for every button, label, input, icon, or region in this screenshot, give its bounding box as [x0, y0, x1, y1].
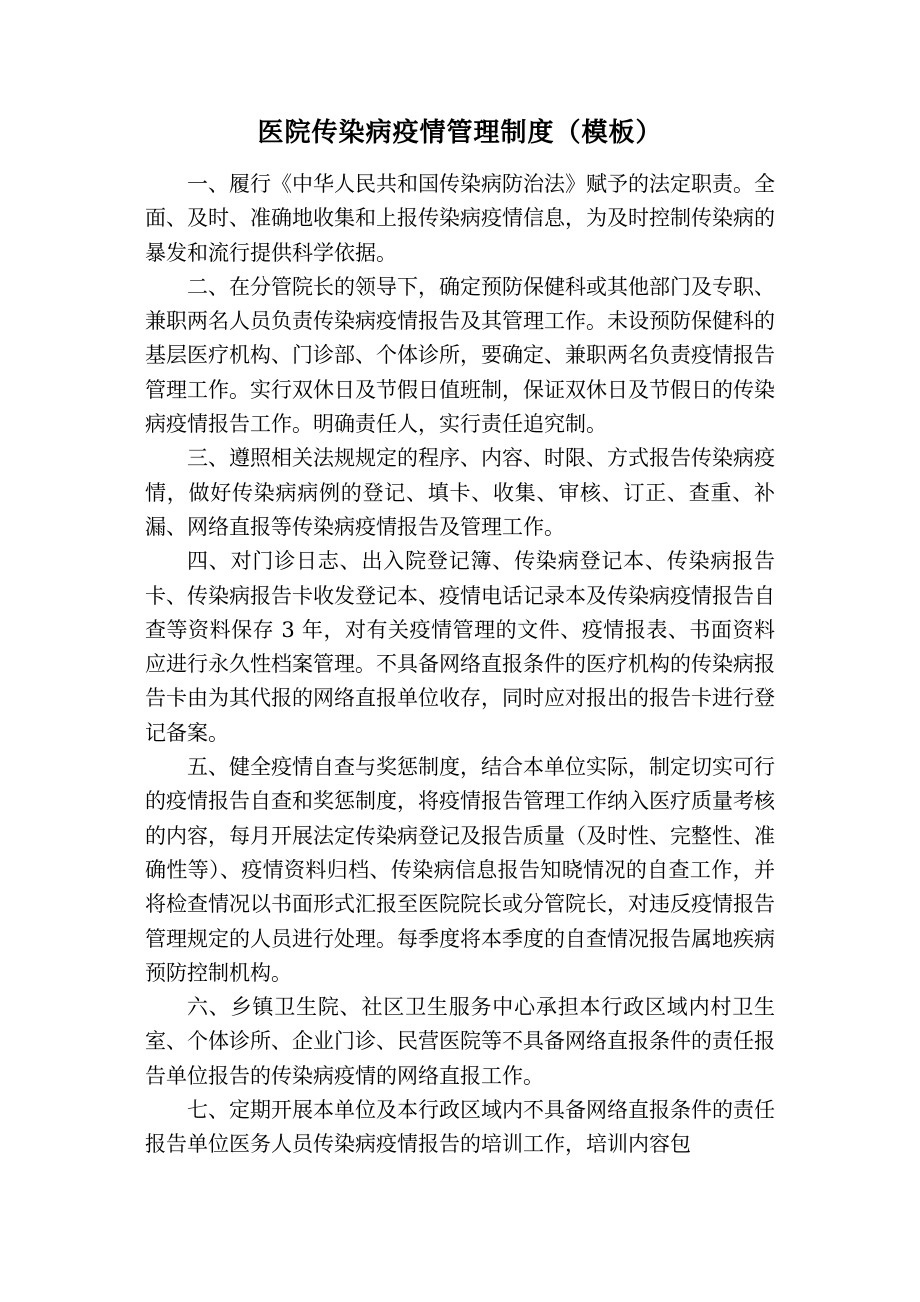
document-title: 医院传染病疫情管理制度（模板）: [257, 118, 663, 149]
document-body: [145, 167, 775, 1162]
paragraph-6: 六、乡镇卫生院、社区卫生服务中心承担本行政区域内村卫生室、个体诊所、企业门诊、民营医院等不具备网络直报条件的责任报告单位报告的传染病疫情的网络直报工作。: [145, 995, 775, 1088]
paragraph-1: 一、履行《中华人民共和国传染病防治法》赋予的法定职责。全面、及时、准确地收集和上报传染病疫情信息，为及时控制传染病的暴发和流行提供科学依据。: [145, 172, 775, 265]
paragraph-7: 七、定期开展本单位及本行政区域内不具备网络直报条件的责任报告单位医务人员传染病疫情报告的培训工作，培训内容包: [145, 1098, 775, 1157]
paragraph-4: 四、对门诊日志、出入院登记簿、传染病登记本、传染病报告卡、传染病报告卡收发登记本、疫情电话记录本及传染病疫情报告自查等资料保存 3 年，对有关疫情管理的文件、疫情报表、书面资料应进行永久性档案管理。不具备网络直报条件的医疗机构的传染病报告卡由为其代报的网络直报单位收存，同时应对报出的报告卡进行登记备案。: [145, 549, 775, 745]
paragraph-3: 三、遵照相关法规规定的程序、内容、时限、方式报告传染病疫情，做好传染病病例的登记、填卡、收集、审核、订正、查重、补漏、网络直报等传染病疫情报告及管理工作。: [145, 446, 775, 539]
paragraph-5: 五、健全疫情自查与奖惩制度，结合本单位实际，制定切实可行的疫情报告自查和奖惩制度，将疫情报告管理工作纳入医疗质量考核的内容，每月开展法定传染病登记及报告质量（及时性、完整性、准确性等）、疫情资料归档、传染病信息报告知晓情况的自查工作，并将检查情况以书面形式汇报至医院院长或分管院长，对违反疫情报告管理规定的人员进行处理。每季度将本季度的自查情况报告属地疾病预防控制机构。: [145, 755, 775, 985]
paragraph-2: 二、在分管院长的领导下，确定预防保健科或其他部门及专职、兼职两名人员负责传染病疫情报告及其管理工作。未设预防保健科的基层医疗机构、门诊部、个体诊所，要确定、兼职两名负责疫情报告管理工作。实行双休日及节假日值班制，保证双休日及节假日的传染病疫情报告工作。明确责任人，实行责任追究制。: [145, 274, 775, 437]
